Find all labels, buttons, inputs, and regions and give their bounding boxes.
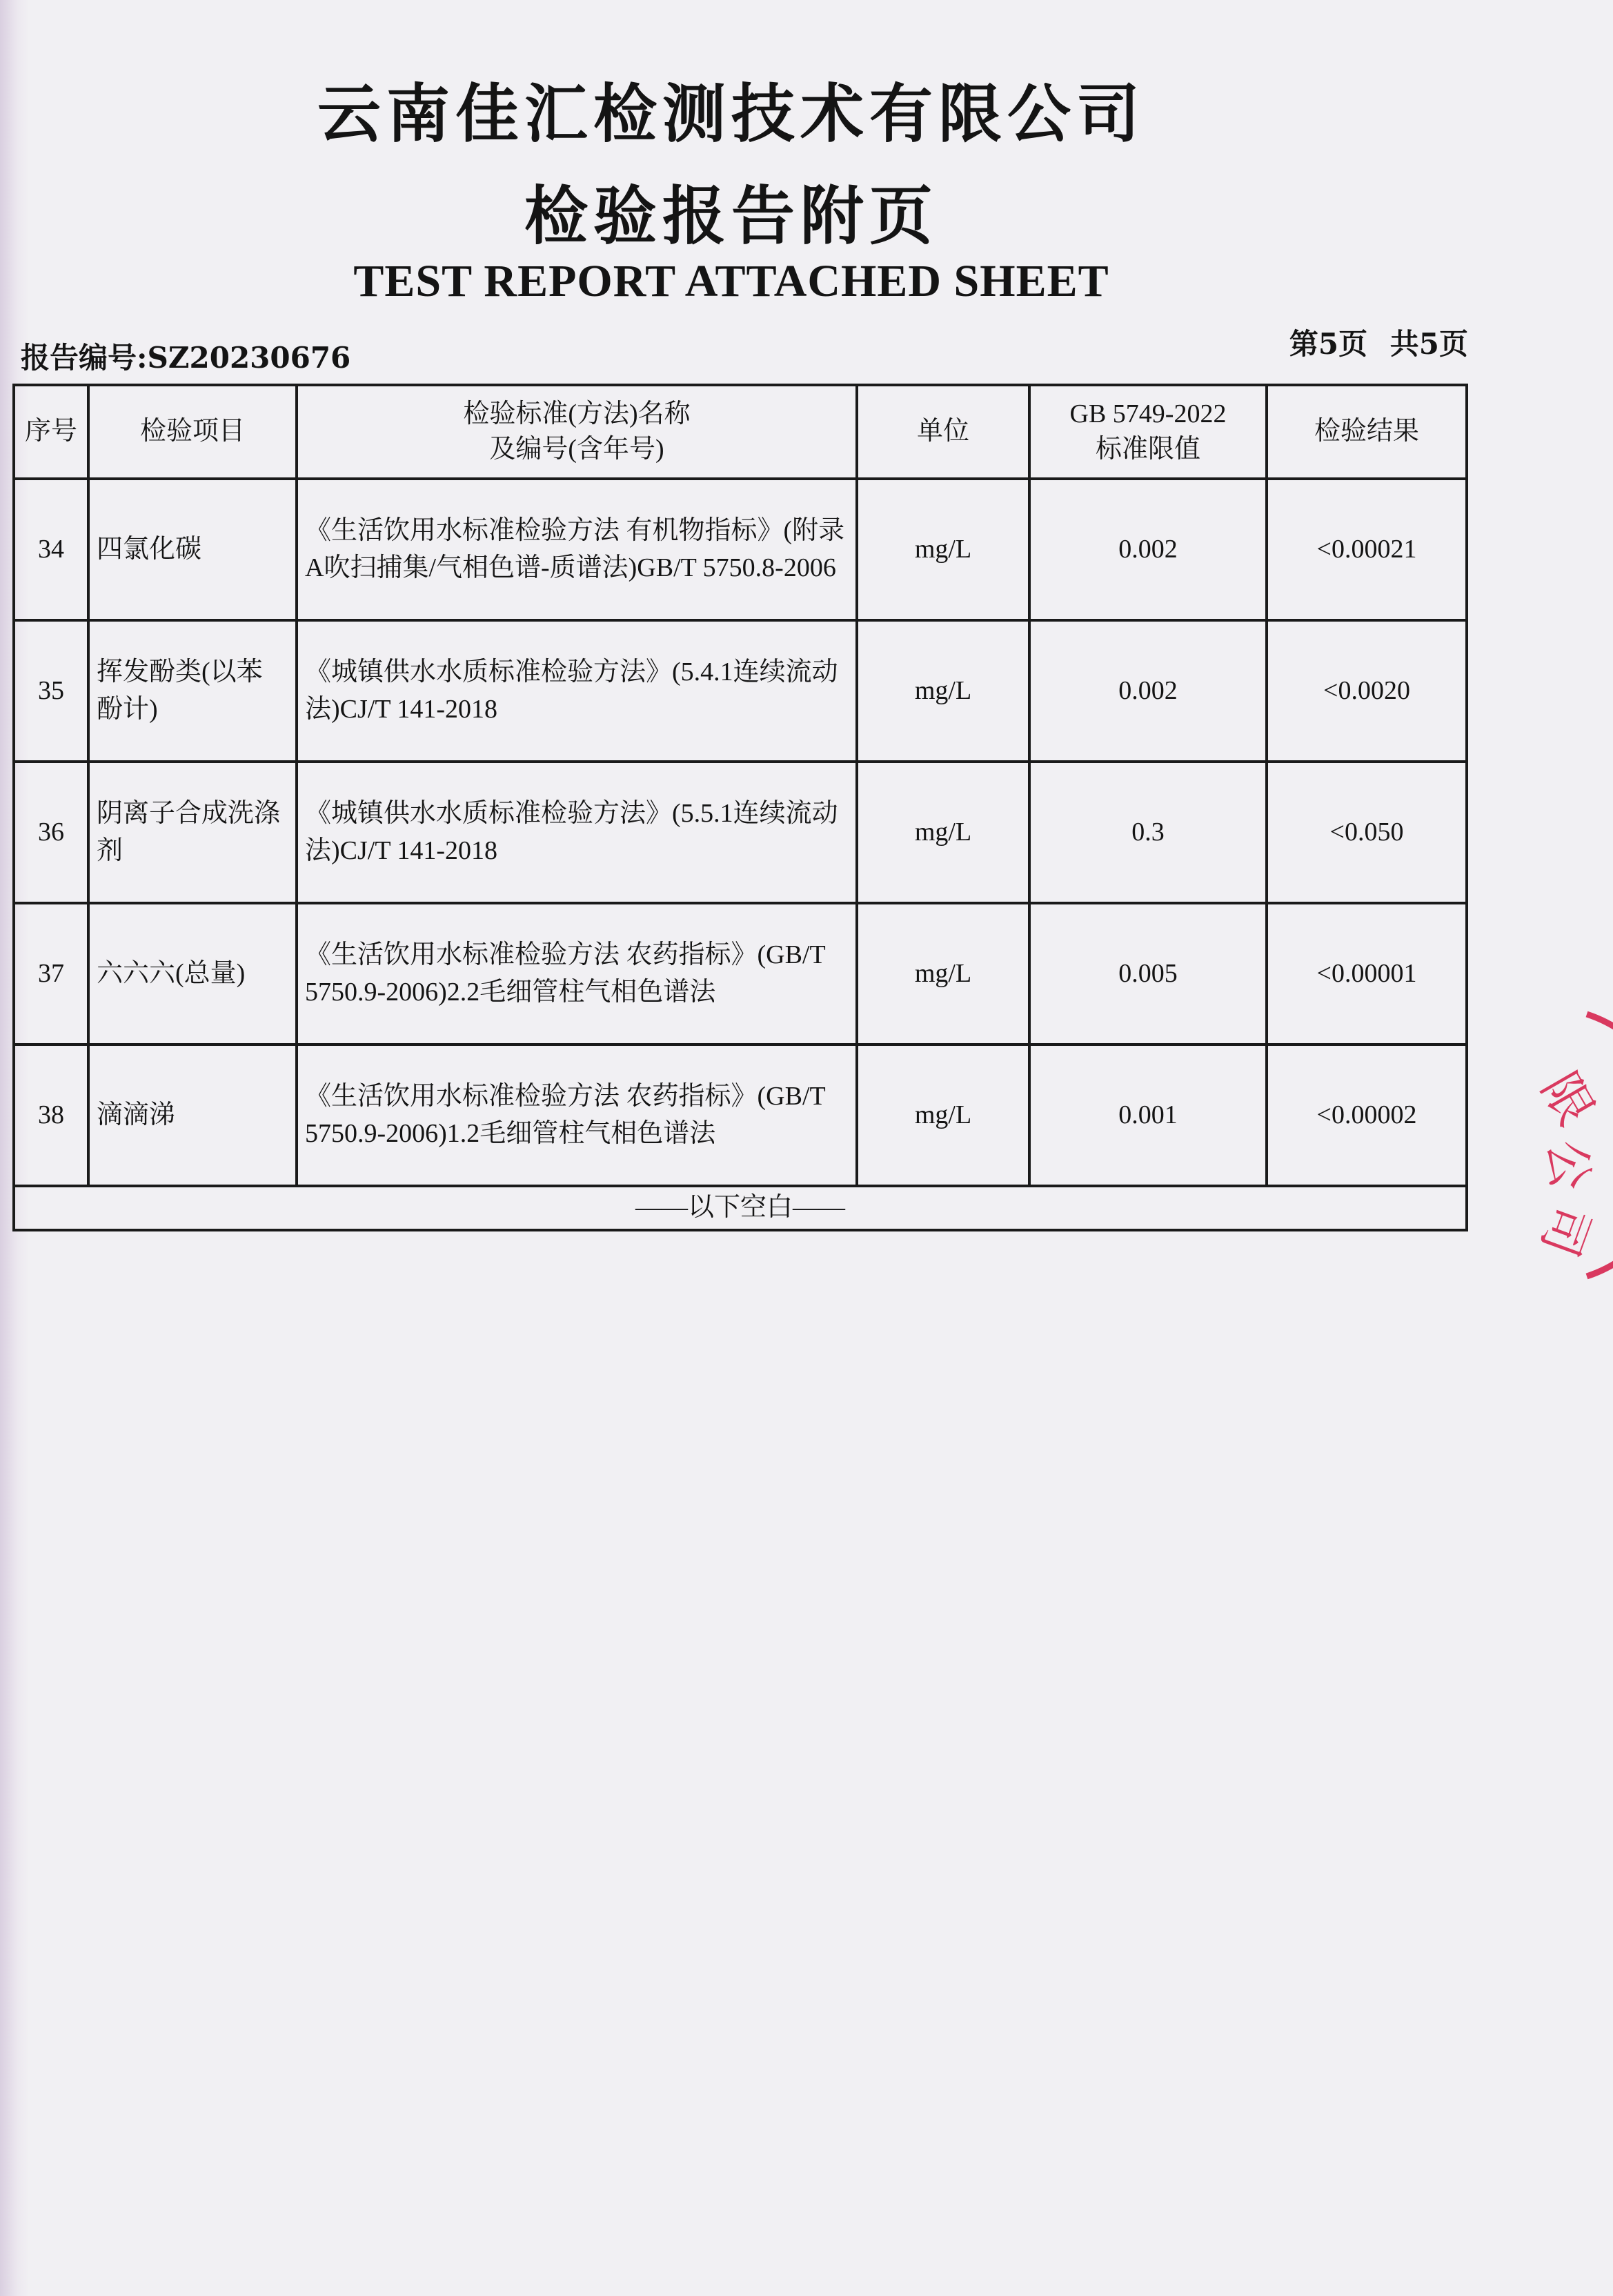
cell-standard: 《生活饮用水标准检验方法 农药指标》(GB/T 5750.9-2006)2.2毛细管柱气相色谱法 [297, 903, 857, 1045]
cell-unit: mg/L [857, 1045, 1029, 1186]
report-title: 检验报告附页 [524, 179, 938, 253]
seal-glyph: 公 [1537, 1138, 1600, 1193]
cell-no: 36 [14, 762, 88, 903]
table-row [14, 620, 1467, 762]
table-row [14, 762, 1467, 903]
cell-item: 六六六(总量) [88, 903, 297, 1045]
cell-limit: 0.002 [1029, 620, 1267, 762]
cell-result: <0.0020 [1267, 620, 1467, 762]
cell-no: 38 [14, 1045, 88, 1186]
cell-standard: 《生活饮用水标准检验方法 有机物指标》(附录A吹扫捕集/气相色谱-质谱法)GB/T 5750.8-2006 [297, 479, 857, 620]
cell-result: <0.00001 [1267, 903, 1467, 1045]
results-table [12, 384, 1468, 1231]
col-header-limit-line1: GB 5749-2022 [1069, 399, 1227, 428]
cell-item: 四氯化碳 [88, 479, 297, 620]
end-note: ——以下空白—— [14, 1186, 1467, 1230]
col-header-limit [1029, 385, 1267, 479]
cell-limit: 0.001 [1029, 1045, 1267, 1186]
cell-item: 挥发酚类(以苯酚计) [88, 620, 297, 762]
cell-unit: mg/L [857, 620, 1029, 762]
seal-glyph: 司 [1530, 1197, 1602, 1265]
cell-no: 35 [14, 620, 88, 762]
col-header-standard-line1: 检验标准(方法)名称 [463, 399, 691, 428]
page-indicator: 第5页 共5页 [1289, 327, 1468, 361]
cell-result: <0.050 [1267, 762, 1467, 903]
col-header-limit-line2: 标准限值 [1095, 435, 1200, 464]
cell-limit: 0.002 [1029, 479, 1267, 620]
cell-unit: mg/L [857, 903, 1029, 1045]
report-title-english: TEST REPORT ATTACHED SHEET [353, 256, 1109, 306]
col-header-standard [297, 385, 857, 479]
table-row [14, 1045, 1467, 1186]
cell-result: <0.00002 [1267, 1045, 1467, 1186]
cell-unit: mg/L [857, 479, 1029, 620]
company-name: 云南佳汇检测技术有限公司 [317, 77, 1145, 151]
table-row [14, 903, 1467, 1045]
end-of-table-row [14, 1186, 1467, 1230]
table-header-row [14, 385, 1467, 479]
cell-no: 34 [14, 479, 88, 620]
cell-item: 滴滴涕 [88, 1045, 297, 1186]
col-header-item: 检验项目 [88, 385, 297, 479]
cell-item: 阴离子合成洗涤剂 [88, 762, 297, 903]
cell-no: 37 [14, 903, 88, 1045]
cell-standard: 《生活饮用水标准检验方法 农药指标》(GB/T 5750.9-2006)1.2毛细管柱气相色谱法 [297, 1045, 857, 1186]
col-header-result: 检验结果 [1267, 385, 1467, 479]
col-header-unit: 单位 [857, 385, 1029, 479]
col-header-standard-line2: 及编号(含年号) [489, 435, 664, 464]
company-seal-stamp [1482, 1000, 1613, 1290]
col-header-no: 序号 [14, 385, 88, 479]
report-number: 报告编号:SZ20230676 [21, 341, 351, 375]
cell-standard: 《城镇供水水质标准检验方法》(5.5.1连续流动法)CJ/T 141-2018 [297, 762, 857, 903]
seal-glyph: 限 [1530, 1062, 1606, 1135]
cell-unit: mg/L [857, 762, 1029, 903]
cell-result: <0.00021 [1267, 479, 1467, 620]
table-row [14, 479, 1467, 620]
cell-standard: 《城镇供水水质标准检验方法》(5.4.1连续流动法)CJ/T 141-2018 [297, 620, 857, 762]
cell-limit: 0.3 [1029, 762, 1267, 903]
cell-limit: 0.005 [1029, 903, 1267, 1045]
